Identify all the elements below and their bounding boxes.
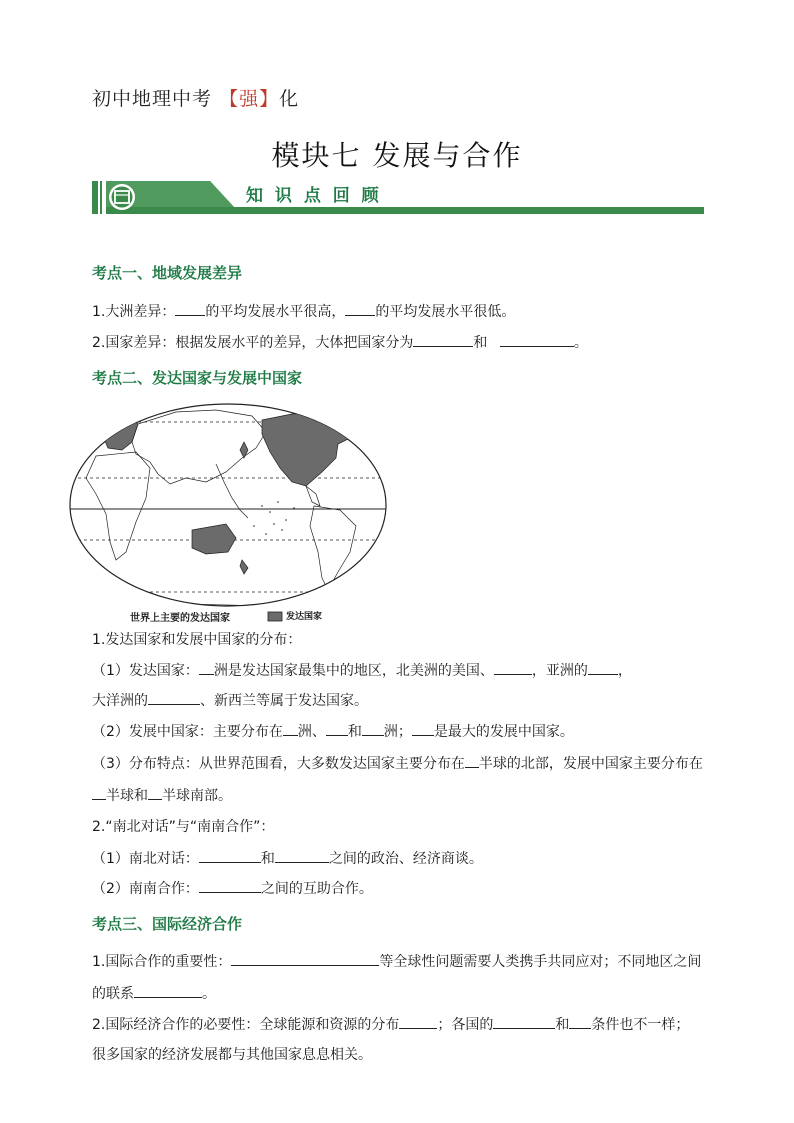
s2-p8 (92, 848, 483, 869)
text: （1）发达国家： (92, 663, 199, 679)
text: 的平均发展水平很低。 (375, 304, 516, 320)
fill-blank[interactable] (412, 721, 434, 736)
module-title: 模块七 发展与合作 (271, 139, 523, 172)
text: 2.国际经济合作的必要性：全球能源和资源的分布 (92, 1017, 400, 1033)
fill-blank[interactable] (283, 721, 298, 736)
brand-highlight: 强 (239, 88, 260, 110)
s2-p3 (92, 690, 368, 711)
s1-line-2 (92, 332, 588, 353)
text: 的平均发展水平很高， (205, 304, 346, 320)
s2-p1: 1.发达国家和发展中国家的分布： (92, 632, 302, 648)
brand-line (92, 84, 299, 111)
fill-blank[interactable] (493, 1014, 555, 1029)
fill-blank[interactable] (465, 753, 479, 768)
text: ；各国的 (437, 1017, 494, 1033)
text: （1）南北对话： (92, 851, 199, 867)
text: 的联系 (92, 986, 134, 1002)
text: 和 (555, 1017, 570, 1033)
text: 和 (260, 851, 275, 867)
fill-blank[interactable] (275, 848, 329, 863)
brand-bracket-close: 】 (259, 88, 280, 110)
world-map (66, 402, 390, 626)
text: 半球的北部，发展中国家主要分布在 (478, 756, 703, 772)
fill-blank[interactable] (134, 983, 202, 998)
map-caption: 世界上主要的发达国家 (130, 613, 230, 624)
text: 。 (202, 986, 216, 1002)
fill-blank[interactable] (175, 301, 205, 316)
text: 之间的政治、经济商谈。 (328, 851, 483, 867)
s1-line-1 (92, 301, 515, 322)
fill-blank[interactable] (148, 785, 162, 800)
s3-q2 (92, 983, 216, 1004)
text: ，亚洲的 (531, 663, 588, 679)
text: 大洋洲的 (92, 693, 148, 709)
fill-blank[interactable] (199, 878, 261, 893)
text: 洲、 (297, 724, 326, 740)
brand-suffix: 化 (279, 88, 300, 110)
banner-label: 知 识 点 回 顾 (246, 186, 382, 206)
fill-blank[interactable] (231, 951, 379, 966)
text: 等全球性问题需要人类携手共同应对；不同地区之间 (379, 954, 702, 970)
text: 洲是发达国家最集中的地区，北美洲的美国、 (213, 663, 494, 679)
fill-blank[interactable] (92, 785, 106, 800)
text: 半球南部。 (162, 788, 232, 804)
s2-p6 (92, 785, 232, 806)
fill-blank[interactable] (199, 848, 261, 863)
text: 、新西兰等属于发达国家。 (200, 693, 368, 709)
banner-graphic (92, 181, 704, 214)
section-heading-3: 考点三、国际经济合作 (92, 915, 243, 933)
s2-p9 (92, 878, 373, 899)
text: 是最大的发展中国家。 (433, 724, 574, 740)
s2-p5 (92, 753, 703, 774)
text: ， (617, 663, 632, 679)
fill-blank[interactable] (413, 332, 473, 347)
knowledge-review-banner (92, 181, 704, 214)
fill-blank[interactable] (326, 721, 348, 736)
brand-prefix: 初中地理中考 (92, 88, 213, 110)
s3-q1 (92, 951, 701, 972)
fill-blank[interactable] (399, 1014, 437, 1029)
section-heading-2: 考点二、发达国家与发展中国家 (92, 369, 303, 387)
fill-blank[interactable] (148, 690, 200, 705)
text: （3）分布特点：从世界范围看，大多数发达国家主要分布在 (92, 756, 465, 772)
fill-blank[interactable] (494, 660, 532, 675)
fill-blank[interactable] (588, 660, 618, 675)
text: 1.大洲差异： (92, 304, 176, 320)
text: 半球和 (106, 788, 148, 804)
fill-blank[interactable] (500, 332, 574, 347)
s2-p7: 2.“南北对话”与“南南合作”： (92, 819, 275, 835)
fill-blank[interactable] (345, 301, 375, 316)
s2-p4 (92, 721, 574, 742)
section-heading-1: 考点一、地域发展差异 (92, 264, 243, 282)
text: 。 (573, 335, 588, 351)
fill-blank[interactable] (569, 1014, 591, 1029)
s2-p2 (92, 660, 632, 681)
s3-q4: 很多国家的经济发展都与其他国家息息相关。 (92, 1047, 372, 1063)
legend-swatch (268, 612, 282, 621)
text: 之间的互助合作。 (260, 881, 373, 897)
world-map-figure (66, 402, 390, 626)
text: （2）南南合作： (92, 881, 199, 897)
fill-blank[interactable] (199, 660, 214, 675)
text: 2.国家差异：根据发展水平的差异，大体把国家分为 (92, 335, 414, 351)
text: 和 (473, 335, 492, 351)
map-legend-label: 发达国家 (286, 612, 323, 622)
text: 1.国际合作的重要性： (92, 954, 232, 970)
text: 洲； (383, 724, 412, 740)
text: 和 (347, 724, 362, 740)
fill-blank[interactable] (362, 721, 384, 736)
brand-bracket-open: 【 (219, 88, 240, 110)
text: 条件也不一样； (591, 1017, 690, 1033)
text: （2）发展中国家：主要分布在 (92, 724, 283, 740)
s3-q3 (92, 1014, 689, 1035)
